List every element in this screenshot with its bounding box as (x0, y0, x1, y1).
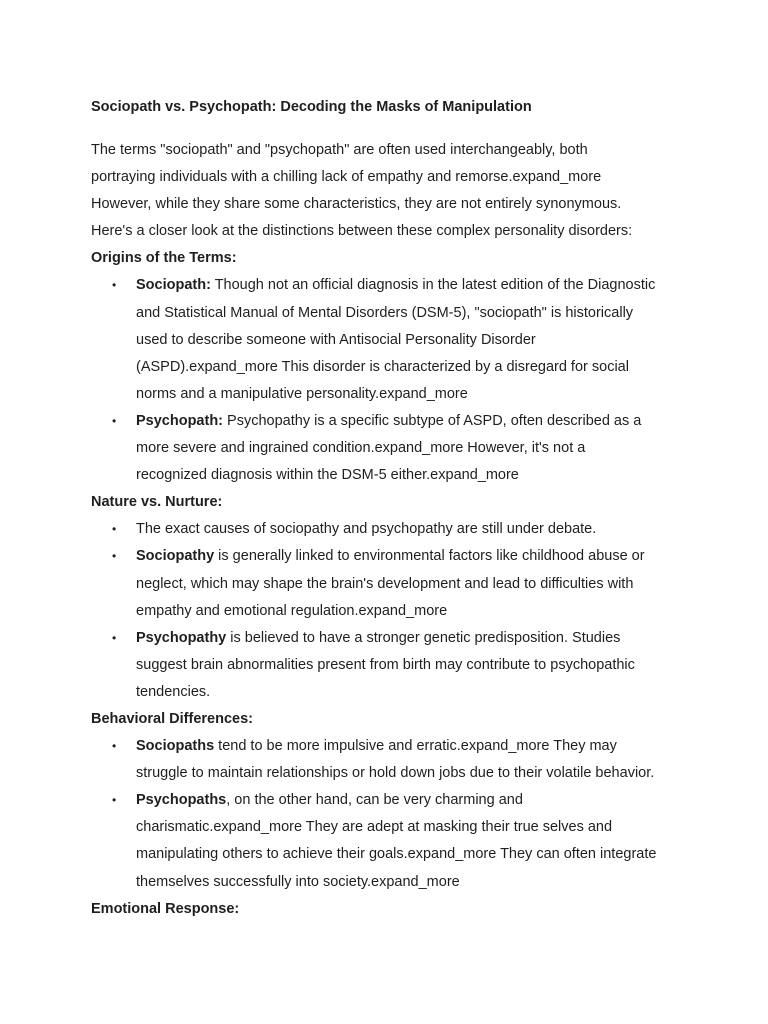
bullet-icon: • (112, 278, 117, 293)
behavior-list (91, 733, 691, 896)
bullet-icon: • (112, 739, 117, 754)
list-item (91, 625, 691, 706)
item-text: themselves successfully into society.expand_more (136, 873, 460, 890)
item-text: and Statistical Manual of Mental Disorders (DSM-5), "sociopath" is historically (136, 304, 634, 321)
intro-line: portraying individuals with a chilling lack of empathy and remorse.expand_more (91, 169, 602, 186)
list-item (91, 516, 691, 543)
item-text: (ASPD).expand_more This disorder is characterized by a disregard for social (136, 358, 629, 375)
item-text: is believed to have a stronger genetic predisposition. Studies (226, 629, 621, 646)
list-item (91, 543, 691, 624)
item-text: Psychopathy is a specific subtype of ASPD, often described as a (223, 412, 642, 429)
item-text: suggest brain abnormalities present from birth may contribute to psychopathic (136, 656, 635, 673)
section-heading-origins: Origins of the Terms: (91, 250, 237, 267)
item-text: charismatic.expand_more They are adept at masking their true selves and (136, 819, 613, 836)
document-body (91, 137, 691, 923)
term-label: Psychopath: (136, 412, 224, 429)
item-text: is generally linked to environmental factors like childhood abuse or (214, 548, 645, 565)
item-text: neglect, which may shape the brain's development and lead to difficulties with (136, 575, 634, 592)
term-label: Psychopathy (136, 629, 227, 646)
item-text: tendencies. (136, 683, 211, 700)
nature-list (91, 516, 691, 706)
section-heading-nature: Nature vs. Nurture: (91, 494, 223, 511)
document-title: Sociopath vs. Psychopath: Decoding the Masks of Manipulation (91, 99, 532, 115)
intro-line: The terms "sociopath" and "psychopath" are often used interchangeably, both (91, 142, 588, 158)
item-text: struggle to maintain relationships or hold down jobs due to their volatile behavior. (136, 765, 655, 782)
item-text: , on the other hand, can be very charming and (226, 792, 523, 809)
item-text: norms and a manipulative personality.expand_more (136, 385, 468, 402)
bullet-icon: • (112, 549, 117, 564)
item-text: The exact causes of sociopathy and psychopathy are still under debate. (136, 521, 597, 538)
bullet-icon: • (112, 630, 117, 645)
origins-list (91, 272, 691, 489)
term-label: Sociopaths (136, 738, 215, 755)
item-text: Though not an official diagnosis in the latest edition of the Diagnostic (210, 277, 656, 294)
bullet-icon: • (112, 413, 117, 428)
intro-paragraph (91, 137, 691, 245)
bullet-icon: • (112, 522, 117, 537)
item-text: manipulating others to achieve their goals.expand_more They can often integrate (136, 846, 657, 863)
item-text: recognized diagnosis within the DSM-5 either.expand_more (136, 467, 519, 484)
list-item (91, 272, 691, 407)
list-item (91, 408, 691, 489)
item-text: empathy and emotional regulation.expand_more (136, 602, 448, 619)
section-heading-behavior: Behavioral Differences: (91, 710, 253, 727)
item-text: used to describe someone with Antisocial Personality Disorder (136, 331, 536, 348)
term-label: Sociopath: (136, 277, 211, 294)
term-label: Psychopaths (136, 792, 227, 809)
intro-line: However, while they share some characteristics, they are not entirely synonymous. (91, 196, 622, 213)
item-text: tend to be more impulsive and erratic.expand_more They may (214, 738, 617, 755)
item-text: more severe and ingrained condition.expand_more However, it's not a (136, 440, 586, 457)
list-item (91, 733, 691, 787)
list-item (91, 787, 691, 895)
bullet-icon: • (112, 793, 117, 808)
section-heading-emotional: Emotional Response: (91, 900, 240, 917)
term-label: Sociopathy (136, 548, 215, 565)
intro-line: Here's a closer look at the distinctions between these complex personality disorders: (91, 223, 633, 240)
